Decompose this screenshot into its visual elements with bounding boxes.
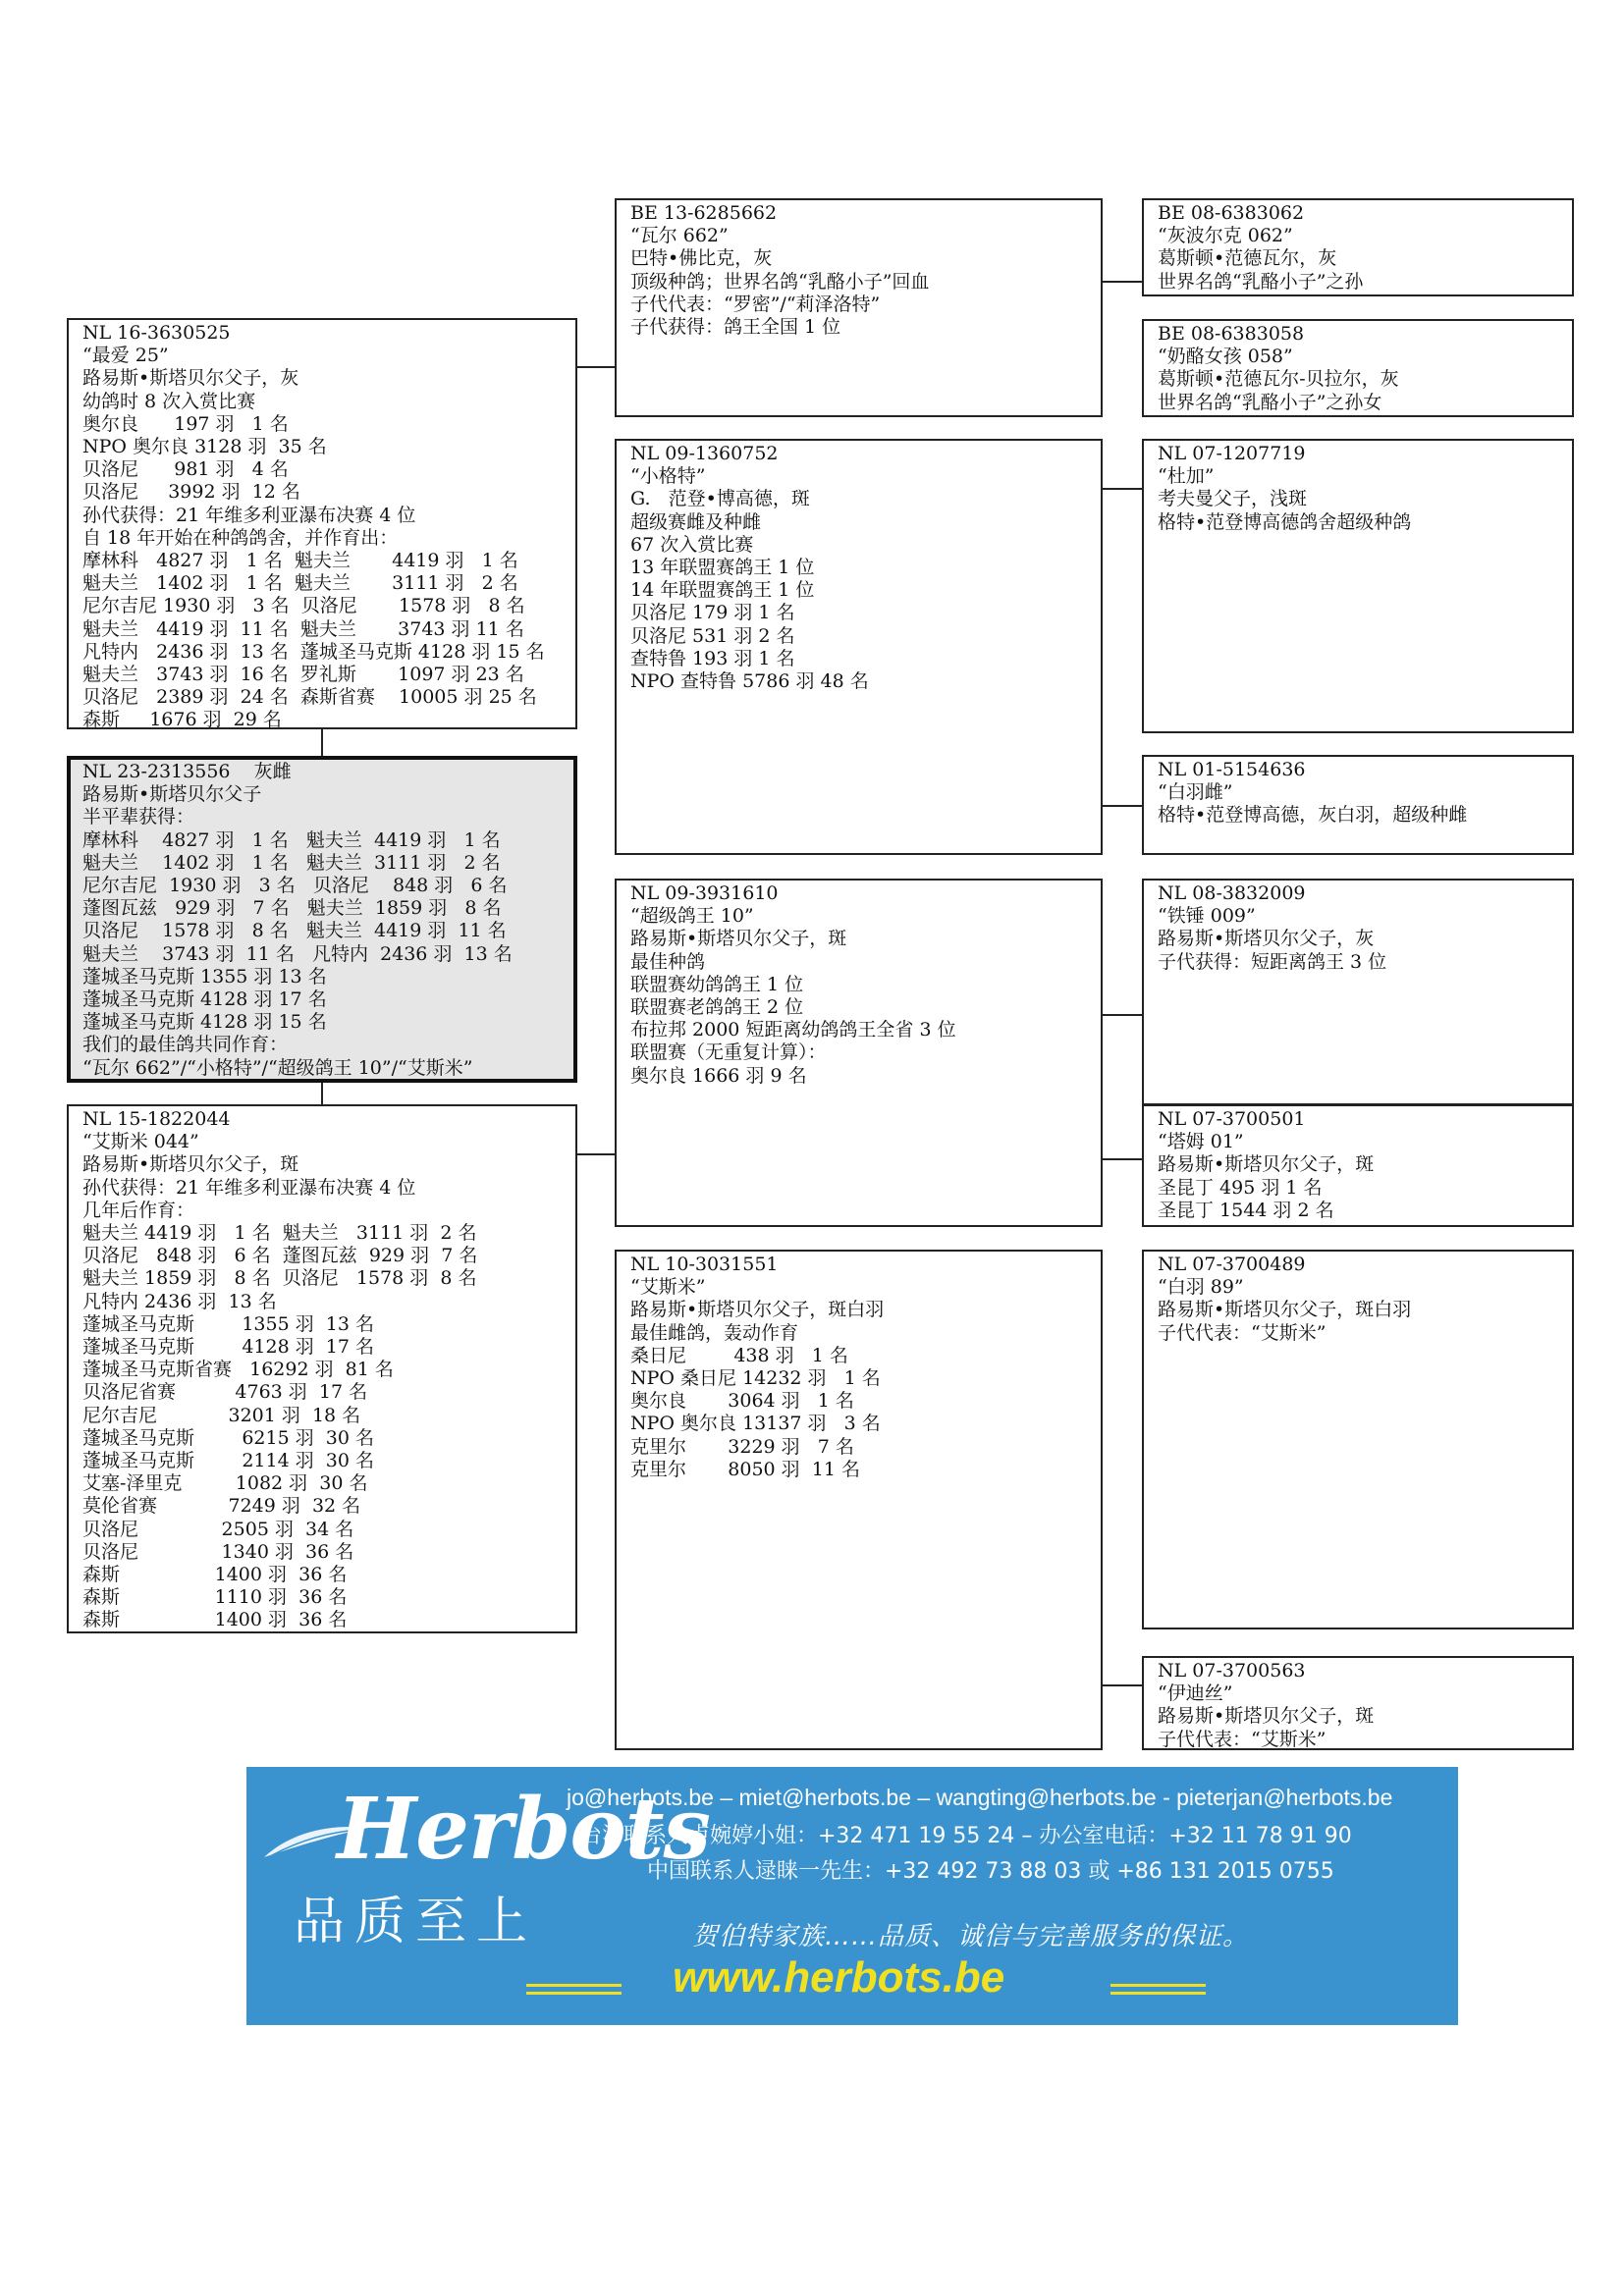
- pedigree-line: 桑日尼 438 羽 1 名: [630, 1344, 848, 1366]
- pedigree-line: NPO 桑日尼 14232 羽 1 名: [630, 1367, 881, 1390]
- pedigree-line: 艾塞-泽里克 1082 羽 30 名: [82, 1472, 368, 1495]
- pedigree-line: NL 07-3700563: [1158, 1660, 1306, 1682]
- pedigree-line: 几年后作育：: [82, 1199, 195, 1221]
- decor-line-right: [1110, 1992, 1206, 1995]
- pedigree-line: 蓬城圣马克斯 4128 羽 17 名: [82, 988, 327, 1011]
- pedigree-line: 魁夫兰 1859 羽 8 名 贝洛尼 1578 羽 8 名: [82, 1267, 477, 1290]
- pedigree-line: BE 08-6383058: [1158, 323, 1305, 345]
- pedigree-line: “小格特”: [630, 465, 706, 488]
- pedigree-line: 联盟赛（无重复计算）：: [630, 1041, 827, 1064]
- dam-sire-sire-box: [1142, 879, 1574, 1105]
- pedigree-line: 魁夫兰 4419 羽 11 名 魁夫兰 3743 羽 11 名: [82, 617, 524, 640]
- pedigree-line: “杜加”: [1158, 465, 1215, 488]
- pedigree-line: NL 08-3832009: [1158, 882, 1306, 904]
- pedigree-line: 我们的最佳鸽共同作育：: [82, 1034, 289, 1056]
- pedigree-line: 孙代获得：21 年维多利亚瀑布决赛 4 位: [82, 504, 416, 526]
- dam-sire-box: [615, 879, 1103, 1227]
- pedigree-line: 贝洛尼 848 羽 6 名 蓬图瓦兹 929 羽 7 名: [82, 1245, 478, 1267]
- connector: [576, 1153, 616, 1155]
- pedigree-line: NL 16-3630525: [82, 322, 231, 344]
- pedigree-line: 蓬城圣马克斯 1355 羽 13 名: [82, 1312, 375, 1335]
- slogan: 品质至上: [294, 1893, 538, 1951]
- pedigree-line: 克里尔 3229 羽 7 名: [630, 1435, 854, 1458]
- pedigree-line: 森斯 1676 羽 29 名: [82, 709, 282, 731]
- pedigree-line: 尼尔吉尼 3201 羽 18 名: [82, 1404, 361, 1426]
- pedigree-line: 葛斯顿•范德瓦尔，灰: [1158, 247, 1337, 270]
- pedigree-line: NL 01-5154636: [1158, 759, 1306, 780]
- pedigree-line: NL 15-1822044: [82, 1108, 231, 1130]
- pedigree-line: 路易斯•斯塔贝尔父子，斑: [630, 928, 847, 950]
- pedigree-line: 联盟赛老鸽鸽王 2 位: [630, 996, 804, 1019]
- pedigree-line: 顶级种鸽；世界名鸽“乳酪小子”回血: [630, 270, 930, 293]
- pedigree-line: NL 07-3700501: [1158, 1108, 1306, 1130]
- pedigree-line: 路易斯•斯塔贝尔父子，斑: [1158, 1705, 1375, 1728]
- pedigree-line: 森斯 1400 羽 36 名: [82, 1564, 348, 1586]
- pedigree-line: 魁夫兰 1402 羽 1 名 魁夫兰 3111 羽 2 名: [82, 851, 501, 874]
- pedigree-line: 尼尔吉尼 1930 羽 3 名 贝洛尼 1578 羽 8 名: [82, 595, 525, 617]
- pedigree-line: NPO 奥尔良 3128 羽 35 名: [82, 436, 327, 458]
- pedigree-line: “白羽雌”: [1158, 781, 1233, 804]
- pedigree-line: 贝洛尼 3992 羽 12 名: [82, 481, 300, 504]
- pedigree-line: 凡特内 2436 羽 13 名: [82, 1290, 277, 1312]
- pedigree-line: 路易斯•斯塔贝尔父子，斑白羽: [1158, 1299, 1412, 1321]
- pedigree-line: 巴特•佛比克，灰: [630, 247, 773, 270]
- pedigree-line: BE 13-6285662: [630, 202, 778, 224]
- pedigree-line: 自 18 年开始在种鸽鸽舍，并作育出：: [82, 526, 399, 549]
- connector: [321, 728, 323, 758]
- pedigree-line: 森斯 1110 羽 36 名: [82, 1586, 348, 1609]
- connector: [1102, 805, 1143, 807]
- pedigree-line: 幼鸽时 8 次入赏比赛: [82, 390, 256, 412]
- connector: [1102, 1158, 1143, 1160]
- pedigree-line: “伊迪丝”: [1158, 1682, 1233, 1705]
- pedigree-line: 世界名鸽“乳酪小子”之孙女: [1158, 391, 1382, 413]
- pedigree-line: NL 09-1360752: [630, 443, 779, 464]
- pedigree-line: 蓬城圣马克斯 4128 羽 17 名: [82, 1336, 375, 1359]
- pedigree-line: 蓬城圣马克斯省赛 16292 羽 81 名: [82, 1359, 394, 1381]
- taiwan-contact: 台湾联系人卢婉婷小姐：+32 471 19 55 24 – 办公室电话：+32 11 78 91 90: [580, 1824, 1352, 1848]
- pedigree-line: 莫伦省赛 7249 羽 32 名: [82, 1495, 361, 1518]
- pedigree-line: “瓦尔 662”/“小格特”/“超级鸽王 10”/“艾斯米”: [82, 1056, 473, 1079]
- website-link[interactable]: www.herbots.be: [673, 1953, 1005, 2002]
- pedigree-line: 路易斯•斯塔贝尔父子，灰: [1158, 928, 1375, 950]
- connector: [576, 366, 616, 368]
- pedigree-line: 贝洛尼 2505 羽 34 名: [82, 1518, 354, 1540]
- dam-sire-dam-box: [1142, 1104, 1574, 1227]
- sire-box: [67, 318, 577, 729]
- pedigree-line: 尼尔吉尼 1930 羽 3 名 贝洛尼 848 羽 6 名: [82, 875, 508, 897]
- connector: [1102, 488, 1143, 490]
- dam-dam-dam-box: [1142, 1656, 1574, 1750]
- pedigree-line: “艾斯米”: [630, 1276, 706, 1299]
- pedigree-line: 凡特内 2436 羽 13 名 蓬城圣马克斯 4128 羽 15 名: [82, 640, 545, 663]
- pedigree-line: 蓬城圣马克斯 4128 羽 15 名: [82, 1011, 327, 1034]
- pedigree-line: 考夫曼父子，浅斑: [1158, 488, 1308, 510]
- subject-pigeon-box: [67, 756, 577, 1083]
- pedigree-line: NL 07-1207719: [1158, 443, 1306, 464]
- pedigree-line: “白羽 89”: [1158, 1276, 1244, 1299]
- connector: [1102, 1014, 1143, 1016]
- pedigree-line: “灰波尔克 062”: [1158, 225, 1293, 247]
- connector: [321, 1082, 323, 1106]
- sire-dam-dam-box: [1142, 755, 1574, 855]
- pedigree-line: NPO 查特鲁 5786 羽 48 名: [630, 670, 869, 693]
- pedigree-line: 查特鲁 193 羽 1 名: [630, 647, 795, 669]
- pedigree-line: 路易斯•斯塔贝尔父子，斑白羽: [630, 1299, 885, 1321]
- pedigree-line: 联盟赛幼鸽鸽王 1 位: [630, 973, 804, 995]
- pedigree-line: NL 07-3700489: [1158, 1254, 1306, 1275]
- pedigree-line: 格特•范登博高德，灰白羽，超级种雌: [1158, 804, 1468, 827]
- dam-box: [67, 1104, 577, 1633]
- pedigree-line: NL 09-3931610: [630, 882, 779, 904]
- pedigree-line: “塔姆 01”: [1158, 1131, 1244, 1153]
- pedigree-line: 蓬图瓦兹 929 羽 7 名 魁夫兰 1859 羽 8 名: [82, 897, 502, 920]
- pedigree-line: “奶酪女孩 058”: [1158, 346, 1293, 368]
- pedigree-line: 魁夫兰 4419 羽 1 名 魁夫兰 3111 羽 2 名: [82, 1222, 477, 1245]
- pedigree-line: 贝洛尼 1578 羽 8 名 魁夫兰 4419 羽 11 名: [82, 920, 507, 942]
- pedigree-line: NL 23-2313556 灰雌: [82, 761, 292, 782]
- sire-dam-sire-box: [1142, 439, 1574, 733]
- connector: [1102, 281, 1143, 283]
- pedigree-line: 魁夫兰 3743 羽 11 名 凡特内 2436 羽 13 名: [82, 942, 513, 965]
- pedigree-line: NPO 奥尔良 13137 羽 3 名: [630, 1413, 881, 1435]
- pedigree-line: 蓬城圣马克斯 6215 羽 30 名: [82, 1426, 375, 1449]
- pedigree-line: 摩林科 4827 羽 1 名 魁夫兰 4419 羽 1 名: [82, 550, 518, 572]
- pedigree-line: 路易斯•斯塔贝尔父子，灰: [82, 367, 299, 390]
- sire-dam-box: [615, 439, 1103, 855]
- pedigree-line: 贝洛尼 179 羽 1 名: [630, 602, 795, 624]
- pedigree-line: 布拉邦 2000 短距离幼鸽鸽王全省 3 位: [630, 1019, 956, 1041]
- pedigree-line: 贝洛尼 2389 羽 24 名 森斯省赛 10005 羽 25 名: [82, 686, 537, 709]
- herbots-logo: Herbots: [337, 1780, 710, 1879]
- pedigree-line: BE 08-6383062: [1158, 202, 1305, 224]
- pedigree-line: “铁锤 009”: [1158, 905, 1256, 928]
- pedigree-line: 最佳种鸽: [630, 950, 706, 973]
- pedigree-line: 子代获得：短距离鸽王 3 位: [1158, 950, 1387, 973]
- pedigree-line: 贝洛尼 531 羽 2 名: [630, 624, 795, 647]
- pedigree-line: 路易斯•斯塔贝尔父子: [82, 783, 262, 806]
- pedigree-line: 14 年联盟赛鸽王 1 位: [630, 579, 815, 602]
- china-contact: 中国联系人逯睐一先生：+32 492 73 88 03 或 +86 131 2015 0755: [647, 1859, 1334, 1884]
- pedigree-line: 子代代表：“艾斯米”: [1158, 1321, 1326, 1344]
- pedigree-line: 路易斯•斯塔贝尔父子，斑: [82, 1153, 299, 1176]
- pedigree-line: 超级赛雌及种雌: [630, 510, 762, 533]
- connector: [1102, 1684, 1143, 1686]
- tagline: 贺伯特家族……品质、诚信与完善服务的保证。: [692, 1922, 1250, 1951]
- pedigree-line: 67 次入赏比赛: [630, 533, 754, 556]
- dam-dam-box: [615, 1250, 1103, 1750]
- pedigree-line: 魁夫兰 1402 羽 1 名 魁夫兰 3111 羽 2 名: [82, 572, 518, 595]
- pedigree-line: 圣昆丁 1544 羽 2 名: [1158, 1199, 1334, 1221]
- sire-sire-sire-box: [1142, 198, 1574, 296]
- pedigree-line: NL 10-3031551: [630, 1254, 779, 1275]
- pedigree-line: 葛斯顿•范德瓦尔-贝拉尔，灰: [1158, 368, 1399, 391]
- decor-line-left: [526, 1984, 622, 1987]
- pedigree-line: 孙代获得：21 年维多利亚瀑布决赛 4 位: [82, 1176, 416, 1199]
- contact-emails[interactable]: jo@herbots.be – miet@herbots.be – wangting@herbots.be - pieterjan@herbots.be: [567, 1785, 1393, 1810]
- pedigree-line: 克里尔 8050 羽 11 名: [630, 1458, 860, 1480]
- pedigree-line: “最爱 25”: [82, 345, 169, 367]
- pedigree-line: “超级鸽王 10”: [630, 905, 754, 928]
- pedigree-line: 魁夫兰 3743 羽 16 名 罗礼斯 1097 羽 23 名: [82, 664, 524, 686]
- pedigree-line: 圣昆丁 495 羽 1 名: [1158, 1176, 1323, 1199]
- pedigree-line: “瓦尔 662”: [630, 225, 729, 247]
- pedigree-line: 13 年联盟赛鸽王 1 位: [630, 557, 815, 579]
- pedigree-line: 贝洛尼省赛 4763 羽 17 名: [82, 1381, 368, 1404]
- pedigree-line: 子代代表：“罗密”/“莉泽洛特”: [630, 293, 881, 315]
- dam-dam-sire-box: [1142, 1250, 1574, 1629]
- pedigree-line: 奥尔良 197 羽 1 名: [82, 412, 289, 435]
- sire-sire-box: [615, 198, 1103, 417]
- pedigree-line: 奥尔良 3064 羽 1 名: [630, 1390, 854, 1413]
- pedigree-line: 贝洛尼 981 羽 4 名: [82, 458, 289, 481]
- pedigree-line: “艾斯米 044”: [82, 1131, 199, 1153]
- decor-line-left: [526, 1992, 622, 1995]
- pedigree-line: 摩林科 4827 羽 1 名 魁夫兰 4419 羽 1 名: [82, 828, 501, 851]
- pedigree-line: 世界名鸽“乳酪小子”之孙: [1158, 270, 1364, 293]
- pedigree-line: 半平辈获得：: [82, 806, 195, 828]
- herbots-banner: [246, 1767, 1458, 2025]
- pedigree-line: 格特•范登博高德鸽舍超级种鸽: [1158, 510, 1412, 533]
- pedigree-line: 森斯 1400 羽 36 名: [82, 1609, 348, 1631]
- pedigree-line: 子代获得：鸽王全国 1 位: [630, 316, 841, 339]
- pedigree-line: 奥尔良 1666 羽 9 名: [630, 1064, 807, 1087]
- pedigree-line: 蓬城圣马克斯 2114 羽 30 名: [82, 1450, 375, 1472]
- pedigree-line: 路易斯•斯塔贝尔父子，斑: [1158, 1153, 1375, 1176]
- pedigree-line: 贝洛尼 1340 羽 36 名: [82, 1540, 354, 1563]
- sire-sire-dam-box: [1142, 319, 1574, 417]
- pedigree-line: 蓬城圣马克斯 1355 羽 13 名: [82, 965, 327, 988]
- pedigree-line: 最佳雌鸽，轰动作育: [630, 1321, 799, 1344]
- pedigree-line: 子代代表：“艾斯米”: [1158, 1728, 1326, 1750]
- pedigree-line: G. 范登•博高德，斑: [630, 488, 810, 510]
- decor-line-right: [1110, 1984, 1206, 1987]
